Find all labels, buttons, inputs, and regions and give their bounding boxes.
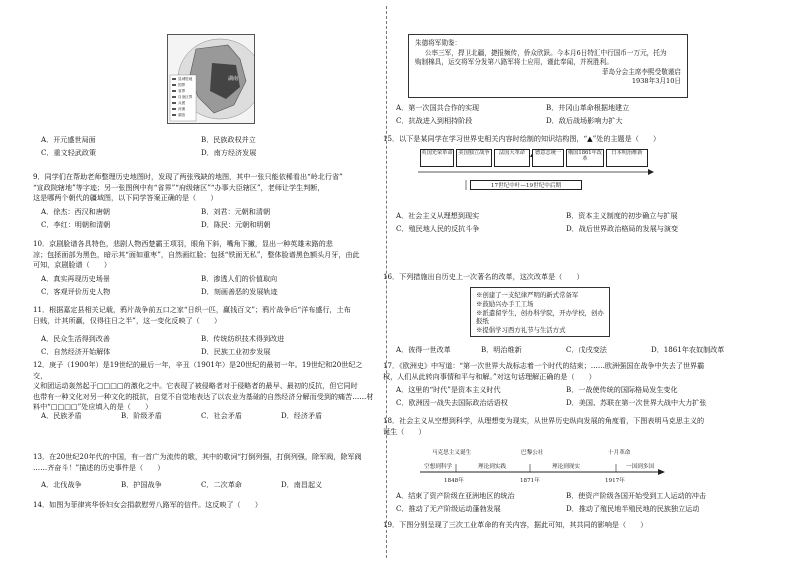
option-b[interactable]: B．资本主义制度的初步确立与扩展 — [566, 211, 678, 220]
option-c[interactable]: C．戊戌变法 — [566, 345, 607, 354]
question-text: 诞生（ ） — [383, 426, 426, 436]
option-b[interactable]: B．民族政权并立 — [201, 135, 256, 144]
timeline-box: 法国大革命 — [494, 149, 530, 167]
question-text: 11．根据嘉定县相关记载，鸦片战争前五口之家“日织一匹，赢钱百文”；鸦片战争后“洋布盛行，土布 — [33, 305, 351, 314]
option-c[interactable]: C．自然经济开始解体 — [41, 346, 111, 356]
q9-options — [41, 207, 361, 230]
timeline-2-phase: 理论到实践 — [478, 464, 506, 470]
question-text: 凉；包拯面部为黑色，暗示其“面如重枣”，自然画红脸；包拯“铁面无私”，整体脸谱黑色额头月牙，由此 — [33, 249, 360, 259]
option-a[interactable]: A．结束了资产阶级在亚洲地区的统治 — [396, 491, 515, 500]
question-text: 14．如图为菲律宾华侨妇女会捐款慰劳八路军的信件。这反映了（ ） — [33, 500, 262, 509]
option-b[interactable]: B．渗透人们的价值取向 — [201, 274, 278, 283]
timeline-2-year: 1917年 — [605, 478, 625, 484]
question-9 — [33, 172, 375, 204]
reform-item: ※创建了一支纪律严明的新式常备军 — [476, 291, 579, 299]
timeline-box: 美国独立战争 — [456, 149, 492, 167]
map-label: 湖南 — [228, 76, 239, 82]
option-a[interactable]: A．第一次国共合作的实现 — [396, 103, 480, 112]
question-10 — [33, 239, 375, 271]
option-c[interactable]: C．二次革命 — [201, 480, 242, 489]
option-a[interactable]: A．开元盛世局面 — [41, 135, 96, 144]
question-text: 15．以下是某同学在学习世界史相关内容时绘制的知识结构图，“▲”处的主题是（ ） — [383, 134, 661, 143]
legend-item: 兵团 — [178, 101, 186, 105]
question-19 — [383, 520, 733, 531]
option-a[interactable]: A．北伐战争 — [41, 480, 82, 489]
question-text: 17．《欧洲史》中写道：“第一次世界大战标志着一个时代的结束；……欧洲强国在战争中失去了世界霸 — [383, 361, 705, 370]
q15-options — [396, 211, 736, 234]
q8-options — [41, 135, 361, 158]
telegram-body: 购制棉具，运交将军分发第八路军将士应用，谨此奉闻，并祝胜利。 — [415, 58, 613, 66]
option-c[interactable]: C．李红：明朝和清朝 — [41, 219, 111, 229]
option-a[interactable]: A．徐杰：西汉和唐朝 — [41, 207, 110, 216]
option-a[interactable]: A．民众生活得到改善 — [41, 334, 110, 343]
option-b[interactable]: B．使资产阶级各国开始受到工人运动的冲击 — [566, 491, 706, 500]
option-a[interactable]: A．社会主义从理想到现实 — [396, 211, 480, 220]
option-b[interactable]: B．阶级矛盾 — [121, 411, 162, 420]
option-b[interactable]: B．传统纺织技术得到改进 — [201, 334, 285, 343]
timeline-2-event: 巴黎公社 — [521, 450, 544, 456]
question-text: 12．庚子（1900年）是19世纪的最后一年，辛丑（1901年）是20世纪的最初一年。19世纪和20世纪之交， — [33, 360, 363, 380]
map-legend — [178, 76, 192, 118]
telegram-date: 1938年3月10日 — [631, 77, 681, 85]
option-d[interactable]: D．战后世界政治格局的发展与演变 — [566, 223, 679, 233]
timeline-box: 俄国1861年改革 — [566, 149, 604, 167]
map-figure — [167, 34, 255, 124]
option-c[interactable]: C．抗战进入到相持阶段 — [396, 115, 473, 125]
question-15 — [383, 134, 728, 145]
question-text: 这是哪两个朝代的疆域图，以下同学答案正确的是（ ） — [33, 193, 218, 202]
question-text: ……齐奋斗！”描述的历史事件是（ ） — [33, 462, 165, 472]
timeline-2-phase: 空想到科学 — [424, 464, 452, 470]
timeline-box: 日本明治维新 — [606, 149, 648, 167]
question-text: 10．京剧脸谱各具特色，悲剧人物西楚霸王项羽，眼角下斜，嘴角下撇，显出一种英雄末路的悲 — [33, 239, 333, 248]
option-d[interactable]: D．刻画善恶的发展轨迹 — [201, 286, 278, 296]
question-text: “宣政院辖地”等字迹；另一张图例中有“省界”“府级辖区”“办事大臣辖区”，老师让学生判断， — [33, 182, 325, 192]
telegram-body: 公率三军，捍卫北疆，捷报频传，侨众欣跃。今本月6日特汇中行国币一万元，托为 — [424, 48, 667, 57]
option-a[interactable]: A．这里的“时代”是资本主义时代 — [396, 385, 501, 394]
question-text: 可知，京剧脸谱（ ） — [33, 260, 112, 269]
option-d[interactable]: D．陈民：元朝和明朝 — [201, 219, 271, 229]
timeline-2-year: 1848年 — [444, 478, 464, 484]
reform-item: ※派遣留学生，创办科学院，开办学校，创办报纸 — [476, 308, 604, 326]
timeline-2-event: 十月革命 — [608, 450, 631, 456]
telegram-letter — [408, 34, 688, 98]
timeline-box: 德意志统一 — [532, 149, 564, 167]
question-13 — [33, 452, 375, 473]
option-c[interactable]: C．欧洲因一战失去国际政治话语权 — [396, 397, 508, 407]
question-14 — [33, 500, 375, 511]
option-d[interactable]: D．南昌起义 — [281, 480, 323, 489]
question-text: 料中“□□□□”处应填入的是（ ） — [33, 402, 153, 411]
question-text: 权，人们从此转向事情和平与和解。”对这句话理解正确的是（ ） — [383, 371, 596, 381]
option-d[interactable]: D．推动了殖民地半殖民地的民族独立运动 — [566, 503, 700, 513]
option-a[interactable]: A．民族矛盾 — [41, 411, 82, 420]
q16-options — [396, 345, 736, 356]
timeline-2-phase: 理论到现实 — [552, 464, 580, 470]
q13-options — [41, 480, 361, 491]
timeline-box: 英国光荣革命 — [420, 149, 454, 167]
option-c[interactable]: C．社会矛盾 — [201, 411, 242, 420]
option-d[interactable]: D．经济矛盾 — [281, 411, 323, 420]
reform-item: ※提倡学习西方礼节与生活方式 — [476, 326, 566, 335]
question-11 — [33, 305, 375, 326]
option-c[interactable]: C．客观评价历史人物 — [41, 286, 111, 296]
q14-options — [396, 103, 696, 126]
option-b[interactable]: B．护国战争 — [121, 480, 162, 489]
q18-options — [396, 491, 736, 514]
option-d[interactable]: D．民族工业初步发展 — [201, 346, 271, 356]
question-text: 日贱，计其所赢，仅得往日之半”，这一变化反映了（ ） — [33, 315, 222, 325]
legend-item: 县城驻地 — [178, 77, 193, 81]
option-d[interactable]: D．敌后战场影响力扩大 — [546, 115, 623, 125]
option-b[interactable]: B．刘君：元朝和清朝 — [201, 207, 271, 216]
reform-item: ※鼓励兴办手工工场 — [476, 299, 534, 308]
option-b[interactable]: B．一战使传统的国际格局发生变化 — [566, 385, 678, 394]
question-text: 义和团运动轰然起于□□□□的激化之中。它表现了被侵略者对于侵略者的最早、最初的反抗，但它同时 — [33, 381, 358, 390]
legend-item: 自治区界 — [178, 95, 193, 99]
q12-options — [41, 411, 361, 422]
legend-item: 省界 — [178, 89, 186, 93]
option-c[interactable]: C．重文轻武政策 — [41, 147, 97, 157]
option-b[interactable]: B．明治维新 — [481, 345, 522, 354]
timeline-1-period: 17世纪中叶—19世纪中后期 — [470, 180, 582, 190]
option-c[interactable]: C．殖民地人民的反抗斗争 — [396, 223, 480, 233]
question-16 — [383, 272, 728, 283]
question-text: 18．社会主义从空想到科学，从理想变为现实，从世界历史纵向发展的角度看，下图表明马克思主义的 — [383, 416, 705, 425]
option-c[interactable]: C．推动了无产阶级运动蓬勃发展 — [396, 503, 501, 513]
question-text: 16．下列措施出自历史上一次著名的改革，这次改革是（ ） — [383, 272, 584, 281]
q11-options — [41, 334, 361, 357]
q10-options — [41, 274, 361, 297]
option-a[interactable]: A．真实再现历史场景 — [41, 274, 110, 283]
option-d[interactable]: D．1861年农奴制改革 — [651, 345, 725, 354]
question-text: 13．在20世纪20年代的中国，有一首广为流传的歌，其中的歌词“打倒列强，打倒列强，除军阀，除军阀 — [33, 452, 362, 461]
timeline-2-year: 1871年 — [520, 478, 540, 484]
timeline-2-phase: 一国到多国 — [626, 464, 654, 470]
reform-measures-box — [470, 287, 610, 337]
question-text: 9．同学们在帮助老师整理历史地图时，发现了两张残缺的地图，其中一张只能依稀看出“岭北行省” — [33, 172, 343, 181]
telegram-sign: 菲岛分会主席李熙受敬谨启 — [601, 67, 681, 76]
question-18 — [383, 416, 733, 437]
q17-options — [396, 385, 736, 408]
option-d[interactable]: D．美国、苏联在第一次世界大战中大力扩张 — [566, 397, 707, 407]
legend-item: 国界 — [178, 83, 186, 87]
legend-item: 湖泊 — [178, 113, 186, 117]
option-d[interactable]: D．南方经济发展 — [201, 147, 257, 157]
timeline-2-event: 马克思主义诞生 — [432, 450, 472, 456]
legend-item: 河流 — [178, 107, 186, 111]
option-a[interactable]: A．彼得一世改革 — [396, 345, 451, 354]
question-12 — [33, 360, 375, 413]
telegram-title: 朱德将军勋鉴： — [415, 39, 462, 47]
question-17 — [383, 361, 733, 382]
question-text: 19．下图分别呈现了三次工业革命的有关内容，据此可知，其共同的影响是（ ） — [383, 520, 648, 529]
option-b[interactable]: B．井冈山革命根据地建立 — [546, 103, 630, 112]
question-text: 也带有一种文化对另一种文化的抵抗，自觉不自觉地表达了以农业为基础的自然经济分解而受到的痛苦……材 — [33, 391, 374, 401]
